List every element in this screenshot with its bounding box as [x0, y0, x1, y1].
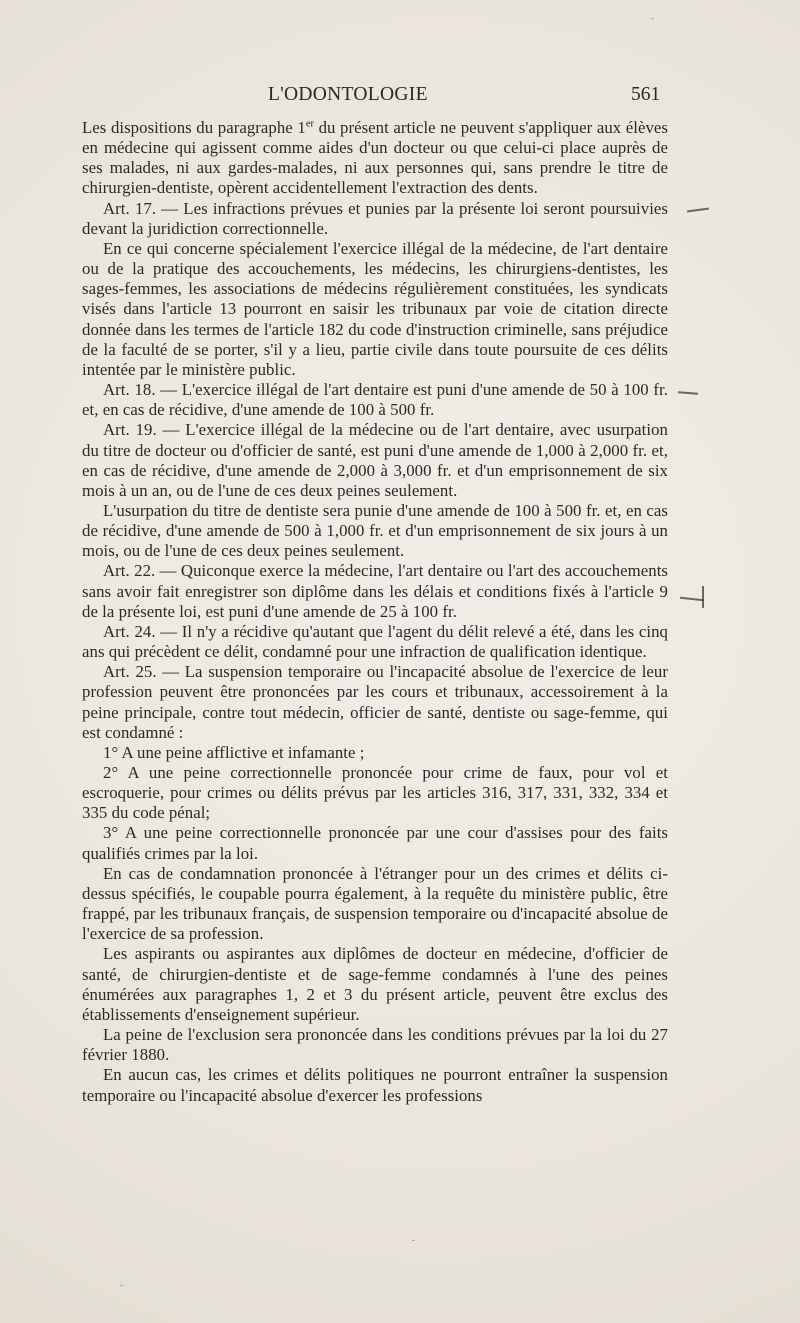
paragraph: La peine de l'exclusion sera prononcée dans les conditions prévues par la loi du 27 février 1880. — [82, 1025, 668, 1065]
paper-speck — [412, 1240, 415, 1241]
paper-speck — [651, 18, 654, 19]
paragraph: En ce qui concerne spécialement l'exercice illégal de la médecine, de l'art dentaire ou de la pratique des accouchements, les médecins, les chirurgiens-dentistes, les sages-femmes, les associations de médecins régulièrement constituées, les syndicats visés dans l'article 13 pourront en saisir les tribunaux par voie de citation directe donnée dans les termes de l'article 182 du code d'instruction criminelle, sans préjudice de la faculté de se porter, s'il y a lieu, partie civile dans toute poursuite de ces délits intentée par le ministère public. — [82, 238, 668, 379]
running-title: L'ODONTOLOGIE — [268, 84, 428, 105]
paragraph: L'usurpation du titre de dentiste sera punie d'une amende de 100 à 500 fr. et, en cas de récidive, d'une amende de 500 à 1,000 fr. et d'un emprisonnement de six jours à un mois, ou de l'une de ces deux peines seulement. — [82, 500, 668, 561]
paragraph: Art. 17. — Les infractions prévues et punies par la présente loi seront poursuivies devant la juridiction correctionnelle. — [82, 198, 668, 238]
margin-pencil-mark — [702, 586, 704, 608]
paragraph: Art. 22. — Quiconque exerce la médecine, l'art dentaire ou l'art des accouchements sans avoir fait enregistrer son diplôme dans les délais et conditions fixés à l'article 9 de la présente loi, est puni d'une amende de 25 à 100 fr. — [82, 561, 668, 621]
paragraph: Les dispositions du paragraphe 1er du présent article ne peuvent s'appliquer aux élèves en médecine qui agissent comme aides d'un docteur ou que celui-ci place auprès de ses malades, ni aux gardes-malades, ni aux personnes qui, sans prendre le titre de chirurgien-dentiste, opèrent accidentellement l'extraction des dents. — [82, 118, 669, 198]
page-header — [0, 84, 800, 112]
margin-pencil-mark — [680, 597, 704, 601]
margin-pencil-mark — [678, 391, 698, 394]
page-number: 561 — [631, 84, 661, 105]
paragraph: 1° A une peine afflictive et infamante ; — [103, 742, 365, 762]
paragraph: Art. 25. — La suspension temporaire ou l'incapacité absolue de l'exercice de leur profession peuvent être prononcées par les cours et tribunaux, accessoirement à la peine principale, contre tout médecin, officier de santé, dentiste ou sage-femme, qui est condamné : — [82, 662, 668, 742]
paragraph: 3° A une peine correctionnelle prononcée par une cour d'assises pour des faits qualifiés crimes par la loi. — [82, 823, 668, 863]
paragraph: Art. 24. — Il n'y a récidive qu'autant que l'agent du délit relevé a été, dans les cinq ans qui précèdent ce délit, condamné pour une infraction de qualification identique. — [82, 621, 668, 662]
paragraph: En aucun cas, les crimes et délits politiques ne pourront entraîner la suspension temporaire ou l'incapacité absolue d'exercer les professions — [82, 1065, 668, 1105]
body-text — [82, 118, 668, 1106]
paragraph: En cas de condamnation prononcée à l'étranger pour un des crimes et délits ci-dessus spécifiés, le coupable pourra également, à la requête du ministère public, être frappé, par les tribunaux français, de suspension temporaire ou d'incapacité absolue de l'exercice de sa profession. — [82, 863, 668, 944]
paragraph: Art. 18. — L'exercice illégal de l'art dentaire est puni d'une amende de 50 à 100 fr. et, en cas de récidive, d'une amende de 100 à 500 fr. — [82, 380, 668, 420]
margin-pencil-mark — [687, 207, 709, 212]
paragraph: Les aspirants ou aspirantes aux diplômes de docteur en médecine, d'officier de santé, de chirurgien-dentiste et de sage-femme condamnés à l'une des peines énumérées aux paragraphes 1, 2 et 3 du présent article, peuvent être exclus des établissements d'enseignement supérieur. — [82, 944, 668, 1024]
paper-speck — [120, 1285, 123, 1286]
paragraph: 2° A une peine correctionnelle prononcée pour crime de faux, pour vol et escroquerie, pour crimes ou délits prévus par les articles 316, 317, 331, 332, 334 et 335 du code pénal; — [82, 763, 668, 823]
superscript: er — [305, 118, 314, 130]
paragraph: Art. 19. — L'exercice illégal de la médecine ou de l'art dentaire, avec usurpation du titre de docteur ou d'officier de santé, est puni d'une amende de 1,000 à 2,000 fr. et, en cas de récidive, d'une amende de 2,000 à 3,000 fr. et d'un emprisonnement de six mois à un an, ou de l'une de ces deux peines seulement. — [82, 420, 668, 500]
